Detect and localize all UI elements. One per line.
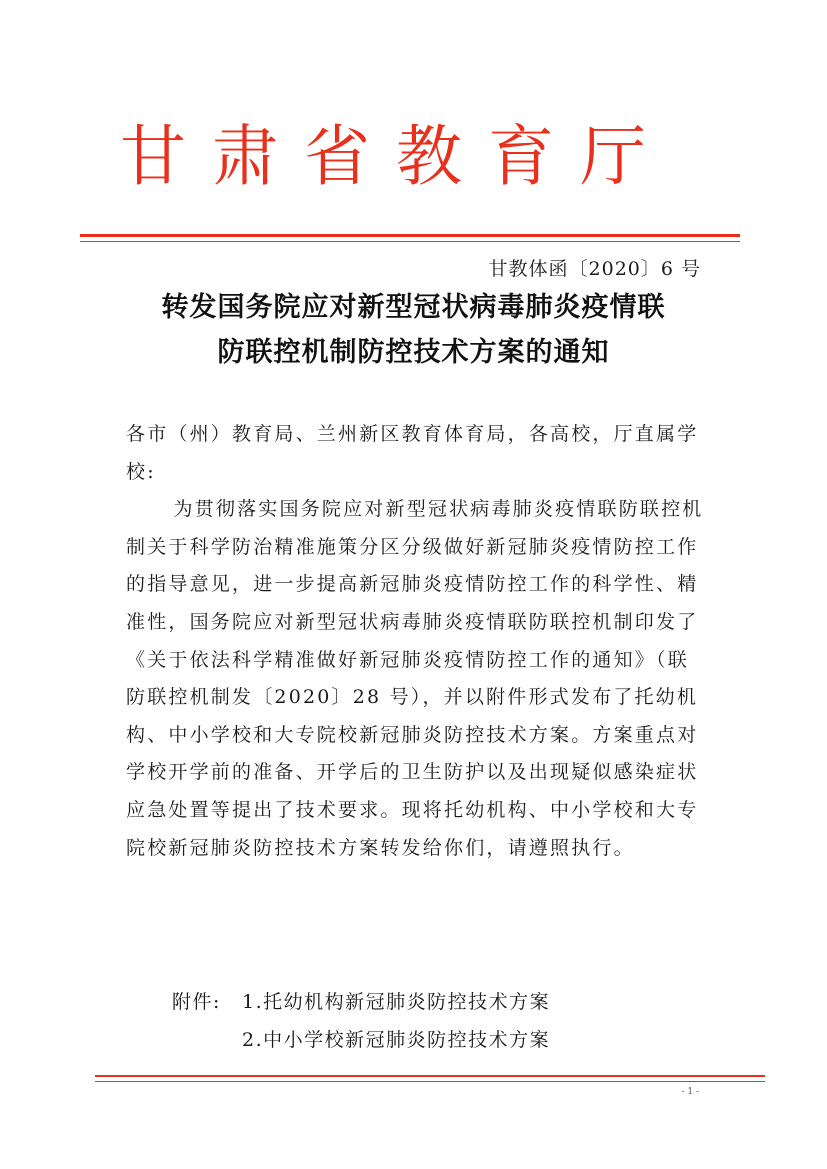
attachments-label: 附件: (172, 991, 221, 1013)
document-number: 甘教体函〔2020〕6 号 (488, 258, 701, 280)
page-number: - 1 - (681, 1087, 699, 1097)
document-title-line-2: 防联控机制防控技术方案的通知 (217, 337, 610, 368)
document-title-line-1: 转发国务院应对新型冠状病毒肺炎疫情联 (161, 292, 666, 323)
attachment-item: 2.中小学校新冠肺炎防控技术方案 (242, 1029, 551, 1051)
footer-divider-thick (95, 1075, 765, 1077)
footer-divider-thin (95, 1081, 765, 1082)
attachment-item: 1.托幼机构新冠肺炎防控技术方案 (242, 991, 551, 1013)
document-body (126, 416, 706, 867)
body-paragraph: 为贯彻落实国务院应对新型冠状病毒肺炎疫情联防联控机制关于科学防治精准施策分区分级做好新冠肺炎疫情防控工作的指导意见，进一步提高新冠肺炎疫情防控工作的科学性、精准性，国务院应对新型冠状病毒肺炎疫情联防联控机制印发了《关于依法科学精准做好新冠肺炎疫情防控工作的通知》（联防联控机制发〔2020〕28 号），并以附件形式发布了托幼机构、中小学校和大专院校新冠肺炎防控技术方案。方案重点对学校开学前的准备、开学后的卫生防护以及出现疑似感染症状应急处置等提出了技术要求。现将托幼机构、中小学校和大专院校新冠肺炎防控技术方案转发给你们，请遵照执行。 (126, 498, 704, 859)
org-masthead: 甘肃省教育厅 (120, 118, 672, 195)
header-divider-thick (80, 234, 740, 237)
header-divider-thin (80, 241, 740, 242)
attachments-section (172, 983, 550, 1059)
recipients-line: 各市（州）教育局、兰州新区教育体育局，各高校，厅直属学校: (126, 423, 699, 483)
